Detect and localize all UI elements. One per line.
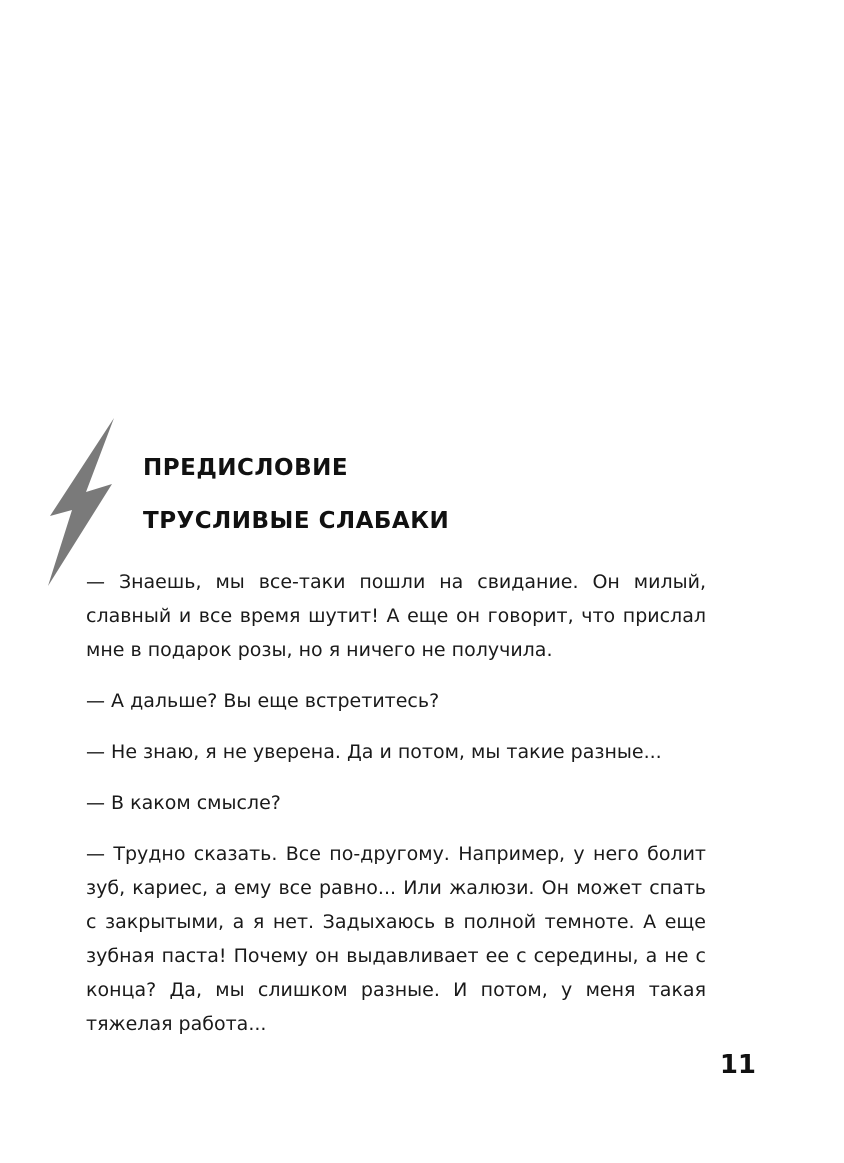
paragraph: — Знаешь, мы все-таки пошли на свидание. Он милый, славный и все время шутит! А еще он говорит, что прислал мне в подарок розы, но я ничего не получила. <box>86 571 706 661</box>
paragraph: — Трудно сказать. Все по-другому. Например, у него болит зуб, кариес, а ему все равно... Или жалюзи. Он может спать с закрытыми, а я нет. Задыхаюсь в полной темноте. А еще зубная паста! Почему он выдавливает ее с середины, а не с конца? Да, мы слишком разные. И потом, у меня такая тяжелая работа... <box>86 843 706 1035</box>
paragraph: — Не знаю, я не уверена. Да и потом, мы такие разные... <box>86 741 662 763</box>
section-label: ПРЕДИСЛОВИЕ <box>143 455 349 481</box>
chapter-title: ТРУСЛИВЫЕ СЛАБАКИ <box>143 508 450 534</box>
page-number: 11 <box>719 1050 756 1080</box>
paragraph: — А дальше? Вы еще встретитесь? <box>86 690 440 712</box>
paragraph: — В каком смысле? <box>86 792 281 814</box>
lightning-bolt-shape <box>48 418 114 586</box>
lightning-bolt-icon <box>46 418 118 586</box>
body-text <box>86 565 706 1058</box>
